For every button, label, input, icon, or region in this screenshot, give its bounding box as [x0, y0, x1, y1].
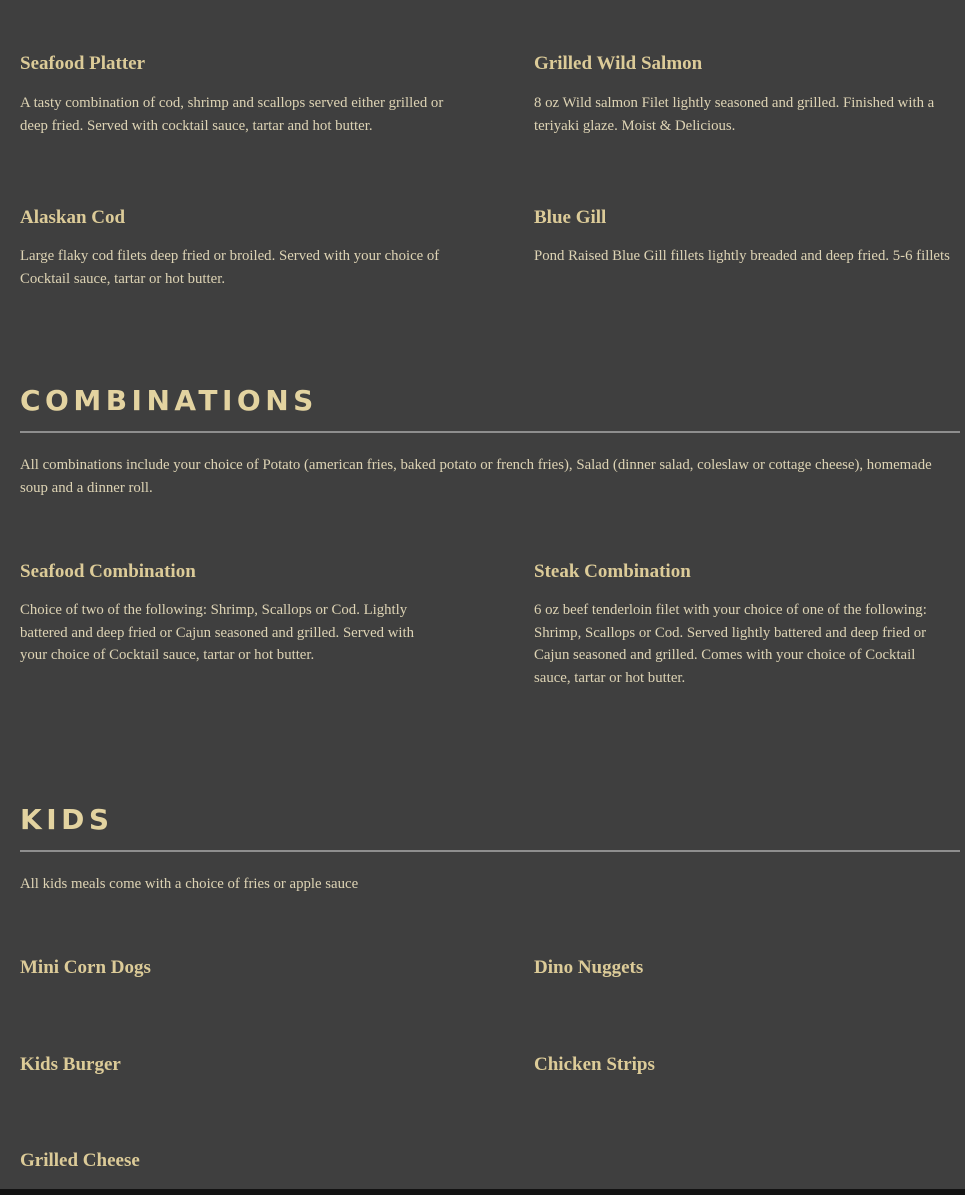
menu-item-seafood-platter	[20, 53, 460, 137]
section-note-combinations: All combinations include your choice of Potato (american fries, baked potato or french fries), Salad (dinner salad, coleslaw or cottage cheese), homemade soup and a dinner roll.	[20, 457, 932, 496]
menu-item-dino-nuggets	[534, 957, 954, 979]
page-bottom-edge	[0, 1189, 965, 1195]
menu-item-title: Kids Burger	[20, 1054, 121, 1075]
menu-item-description: Pond Raised Blue Gill fillets lightly breaded and deep fried. 5-6 fillets	[534, 248, 950, 264]
menu-item-title: Blue Gill	[534, 207, 607, 228]
menu-item-title: Grilled Wild Salmon	[534, 53, 703, 74]
menu-item-mini-corn-dogs	[20, 957, 460, 979]
menu-item-grilled-wild-salmon	[534, 53, 954, 137]
section-divider	[20, 431, 960, 433]
menu-item-description: 6 oz beef tenderloin filet with your choice of one of the following: Shrimp, Scallops or Cod. Served lightly battered and deep fried or Cajun seasoned and grilled. Comes with your choice of Cocktail sauce, tartar or hot butter.	[534, 602, 927, 686]
menu-item-description: Large flaky cod filets deep fried or broiled. Served with your choice of Cocktail sauce, tartar or hot butter.	[20, 248, 440, 287]
section-heading-combinations: COMBINATIONS	[20, 384, 318, 417]
menu-item-title: Dino Nuggets	[534, 957, 644, 978]
menu-item-description: 8 oz Wild salmon Filet lightly seasoned and grilled. Finished with a teriyaki glaze. Moist & Delicious.	[534, 95, 935, 134]
menu-item-seafood-combination	[20, 561, 440, 667]
menu-item-title: Mini Corn Dogs	[20, 957, 151, 978]
menu-item-grilled-cheese	[20, 1150, 460, 1172]
menu-item-kids-burger	[20, 1054, 460, 1076]
menu-item-blue-gill	[534, 207, 962, 268]
menu-item-description: Choice of two of the following: Shrimp, Scallops or Cod. Lightly battered and deep fried or Cajun seasoned and grilled. Served with your choice of Cocktail sauce, tartar or hot butter.	[20, 602, 415, 663]
menu-item-description: A tasty combination of cod, shrimp and scallops served either grilled or deep fried. Served with cocktail sauce, tartar and hot butter.	[20, 95, 444, 134]
menu-item-steak-combination	[534, 561, 949, 689]
menu-item-title: Seafood Combination	[20, 561, 196, 582]
menu-item-title: Grilled Cheese	[20, 1150, 140, 1171]
menu-item-alaskan-cod	[20, 207, 460, 290]
menu-item-title: Alaskan Cod	[20, 207, 126, 228]
section-note-kids: All kids meals come with a choice of fries or apple sauce	[20, 876, 359, 892]
menu-item-chicken-strips	[534, 1054, 954, 1076]
section-divider	[20, 850, 960, 852]
menu-item-title: Seafood Platter	[20, 53, 146, 74]
menu-item-title: Steak Combination	[534, 561, 691, 582]
menu-item-title: Chicken Strips	[534, 1054, 655, 1075]
section-heading-kids: KIDS	[20, 803, 114, 836]
